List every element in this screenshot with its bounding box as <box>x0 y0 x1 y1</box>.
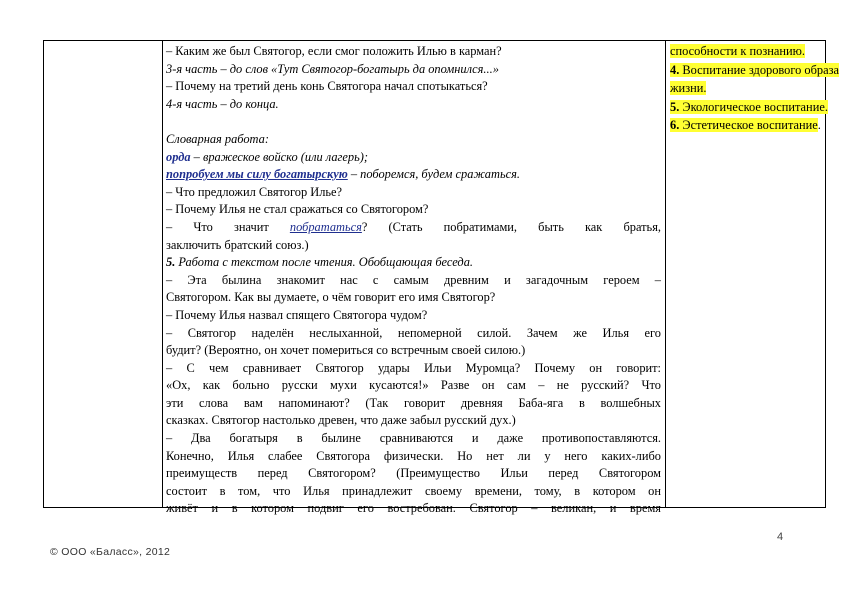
text-fragment: – Что значит <box>166 219 290 234</box>
goal-text-end: . <box>817 118 821 133</box>
vocab-entry <box>166 166 661 184</box>
highlighted-text <box>670 63 839 77</box>
footer-copyright: © ООО «Баласс», 2012 <box>50 546 171 558</box>
vocab-term: орда <box>166 149 191 164</box>
text-line: «Ох, как больно русски мухи кусаются!» Разве он сам – не русский? Что <box>166 378 661 393</box>
text-line: живёт и в котором подвиг его востребован. Святогор – великан, и время <box>166 501 661 516</box>
text-line: – Святогор наделён неслыханной, непомерной силой. Зачем же Илья его <box>166 325 661 340</box>
table-column-lesson-content <box>163 41 666 516</box>
text-line: – Эта былина знакомит нас с самым древним и загадочным героем – <box>166 272 661 287</box>
goal-text: Воспитание здорового образа <box>679 62 840 77</box>
goal-line <box>670 98 828 117</box>
text-line: заключить братский союз.) <box>166 237 309 252</box>
text-line: эти слова вам напоминают? (Так говорит древняя Баба-яга в волшебных <box>166 395 661 410</box>
goal-line <box>670 61 840 80</box>
goal-number: 5. <box>670 99 680 114</box>
goal-number: 6. <box>670 118 680 133</box>
vocab-term: побрататься <box>289 219 362 234</box>
table-column-left <box>44 41 163 507</box>
goal-text: Экологическое воспитание. <box>679 99 828 114</box>
text-line: Конечно, Илья слабее Святогора физически. Но нет ли у него каких-либо <box>166 448 661 463</box>
text-line: Святогором. Как вы думаете, о чём говорит его имя Святогор? <box>166 290 496 305</box>
goal-line <box>670 79 823 98</box>
goal-line <box>670 116 823 135</box>
text-line: преимуществ перед Святогором? (Преимущество Ильи перед Святогором <box>166 466 661 481</box>
text-line: – С чем сравнивает Святогор удары Ильи Муромца? Почему он говорит: <box>166 360 661 375</box>
goal-number: 4. <box>670 62 680 77</box>
text-line: – Что предложил Святогор Илье? <box>166 184 343 199</box>
text-line: 4-я часть – до конца. <box>166 96 279 111</box>
blank-line <box>166 113 661 131</box>
text-line: – Почему Илья не стал сражаться со Святогором? <box>166 202 429 217</box>
vocab-definition: – поборемся, будем сражаться. <box>347 167 520 182</box>
vocab-entry <box>166 149 661 167</box>
vocab-term: попробуем мы силу богатырскую <box>166 167 348 182</box>
highlighted-text <box>670 118 818 132</box>
goal-line <box>670 42 823 61</box>
vocab-definition: – вражеское войско (или лагерь); <box>190 149 368 164</box>
highlighted-text: способности к познанию. <box>670 44 805 58</box>
page-number: 4 <box>777 531 784 543</box>
text-line: – Почему Илья назвал спящего Святогора чудом? <box>166 307 428 322</box>
text-fragment: ? (Стать побратимами, быть как братья, <box>361 219 661 234</box>
goal-text: Эстетическое воспитание <box>679 118 818 133</box>
text-line: состоит в том, что Илья принадлежит своему времени, тому, в котором он <box>166 483 661 498</box>
text-line: – Два богатыря в былине сравниваются и даже противопоставляются. <box>166 431 661 446</box>
lesson-table <box>43 40 840 516</box>
step-title: Работа с текстом после чтения. Обобщающая беседа. <box>175 255 473 270</box>
text-line: будит? (Вероятно, он хочет помериться со встречным своей силою.) <box>166 343 526 358</box>
text-line: сказках. Святогор настолько древен, что даже забыл русский дух.) <box>166 413 516 428</box>
vocab-heading: Словарная работа: <box>166 131 269 146</box>
step-heading <box>166 254 661 272</box>
text-line: 3-я часть – до слов «Тут Святогор-богатырь да опомнился...» <box>166 61 499 76</box>
text-line <box>166 219 661 237</box>
highlighted-text <box>670 100 828 114</box>
highlighted-text: жизни. <box>670 81 707 96</box>
step-number: 5. <box>166 255 176 270</box>
text-line: – Почему на третий день конь Святогора начал спотыкаться? <box>166 79 488 94</box>
text-line: – Каким же был Святогор, если смог положить Илью в карман? <box>166 44 502 58</box>
table-column-goals <box>666 41 840 507</box>
